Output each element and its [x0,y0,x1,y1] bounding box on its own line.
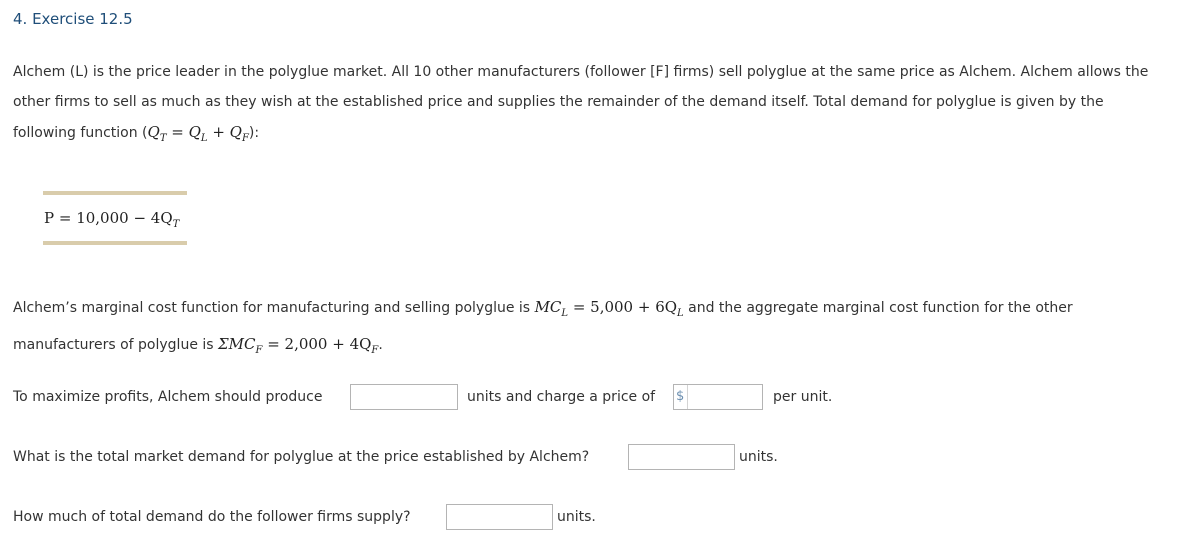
quantity-input[interactable] [350,384,458,410]
total-demand-input[interactable] [628,444,735,470]
demand-equation: $P = 10,000 - 4Q_T$ [44,209,180,230]
q1-prefix: To maximize profits, Alchem should produce [13,389,323,405]
q2-suffix: units. [739,449,778,465]
mc-leader-formula: $MC_L = 5,000 + 6Q_L$ [534,298,684,319]
mc-text-3: . [378,337,383,353]
exercise-title: 4. Exercise 12.5 [13,10,133,28]
price-input[interactable] [673,384,763,410]
mc-text-1: Alchem’s marginal cost function for manufacturing and selling polyglue is [13,300,535,316]
q1-middle: units and charge a price of [467,389,656,405]
dollar-sign-icon: $ [676,385,688,409]
demand-equation-box [43,191,187,245]
intro-text: Alchem (L) is the price leader in the polyglue market. All 10 other manufacturers (follower [F] firms) sell polyglue at the same price as Alchem. Alchem allows the other firms to sell as much as they wish at the established price and supplies the remainder of the demand itself. Total demand for polyglue is given by the following function ( [13,64,1149,141]
mc-text-2: and the aggregate marginal cost function for the other manufacturers of polyglue is [13,300,1073,353]
q2-prefix: What is the total market demand for polyglue at the price established by Alchem? [13,449,590,465]
total-quantity-formula: $Q_T = Q_L + Q_F$ [147,123,249,144]
intro-text-end: ): [248,125,260,141]
mc-follower-formula: $\Sigma MC_F = 2,000 + 4Q_F$ [218,335,379,356]
q3-suffix: units. [557,509,596,525]
intro-paragraph [13,57,1163,154]
q1-suffix: per unit. [773,389,833,405]
marginal-cost-paragraph [13,292,1163,366]
follower-supply-input[interactable] [446,504,553,530]
q3-prefix: How much of total demand do the follower firms supply? [13,509,411,525]
